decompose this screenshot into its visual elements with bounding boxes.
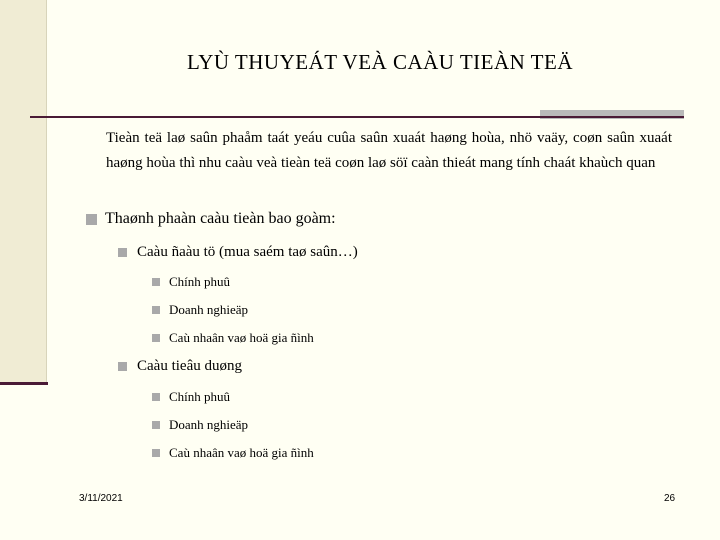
list-item bbox=[152, 389, 230, 405]
left-band-rule bbox=[0, 382, 48, 385]
sub-bullet-consumption-demand bbox=[118, 358, 242, 375]
bullet-text: Caàu ñaàu tö (mua saém taø saûn…) bbox=[137, 244, 358, 260]
list-item-text: Caù nhaân vaø hoä gia ñình bbox=[169, 445, 314, 460]
square-bullet-icon bbox=[152, 334, 160, 342]
footer-date: 3/11/2021 bbox=[79, 493, 123, 504]
list-item bbox=[152, 445, 314, 461]
square-bullet-icon bbox=[152, 278, 160, 286]
title-divider bbox=[30, 116, 684, 118]
bullet-text: Thaønh phaàn caàu tieàn bao goàm: bbox=[105, 210, 336, 227]
square-bullet-icon bbox=[118, 248, 127, 257]
slide-title: LYÙ THUYEÁT VEÀ CAÀU TIEÀN TEÄ bbox=[186, 50, 574, 74]
list-item-text: Doanh nghieäp bbox=[169, 417, 249, 432]
list-item bbox=[152, 417, 248, 433]
square-bullet-icon bbox=[118, 362, 127, 371]
intro-paragraph: Tieàn teä laø saûn phaåm taát yeáu cuûa saûn xuaát haøng hoùa, nhö vaäy, coøn saûn xuaát haøng hoùa thì nhu caàu veà tieàn teä coøn laø söï caàn thieát mang tính chaát khaùch quan bbox=[106, 130, 672, 171]
bullet-text: Caàu tieâu duøng bbox=[137, 358, 242, 374]
list-item bbox=[152, 302, 248, 318]
list-item-text: Caù nhaân vaø hoä gia ñình bbox=[169, 330, 314, 345]
square-bullet-icon bbox=[152, 421, 160, 429]
page-number: 26 bbox=[664, 493, 676, 504]
list-item bbox=[152, 330, 314, 346]
list-item-text: Chính phuû bbox=[169, 389, 231, 404]
square-bullet-icon bbox=[152, 306, 160, 314]
list-item bbox=[152, 274, 230, 290]
square-bullet-icon bbox=[86, 214, 97, 225]
list-item-text: Doanh nghieäp bbox=[169, 302, 249, 317]
square-bullet-icon bbox=[152, 449, 160, 457]
sub-bullet-investment-demand bbox=[118, 244, 358, 261]
square-bullet-icon bbox=[152, 393, 160, 401]
bullet-components bbox=[86, 210, 336, 228]
list-item-text: Chính phuû bbox=[169, 274, 231, 289]
